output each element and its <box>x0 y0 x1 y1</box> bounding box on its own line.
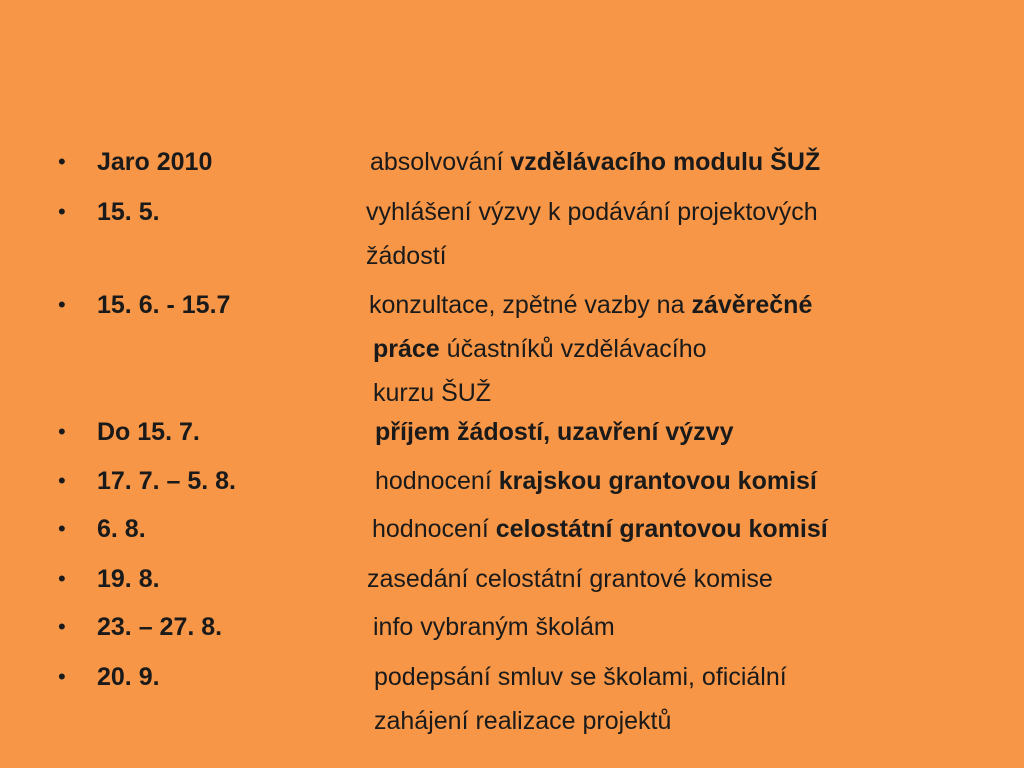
bullet-icon: • <box>58 516 66 541</box>
description-line <box>367 557 773 601</box>
description-text: vyhlášení výzvy k podávání projektových <box>366 198 818 226</box>
bullet-icon: • <box>58 419 66 444</box>
description-line <box>373 327 812 371</box>
description-bold-text: celostátní grantovou komisí <box>495 515 828 543</box>
item-date: 15. 5. <box>97 198 160 226</box>
description-text: podepsání smluv se školami, oficiální <box>374 663 787 691</box>
description-line <box>369 283 812 327</box>
description-text: účastníků vzdělávacího <box>439 335 707 363</box>
bullet-icon: • <box>58 468 66 493</box>
bullet-icon: • <box>58 664 66 689</box>
item-date: 20. 9. <box>97 663 160 691</box>
description-text: zahájení realizace projektů <box>374 707 672 735</box>
item-date: 6. 8. <box>97 515 146 543</box>
bullet-icon: • <box>58 149 66 174</box>
item-date: Do 15. 7. <box>97 418 200 446</box>
item-date: 15. 6. - 15.7 <box>97 291 231 319</box>
description-line <box>366 190 818 234</box>
description-text: hodnocení <box>375 467 499 495</box>
description-line <box>373 371 812 415</box>
description-bold-text: vzdělávacího modulu ŠUŽ <box>510 148 821 176</box>
bullet-icon: • <box>58 614 66 639</box>
description-text: zasedání celostátní grantové komise <box>367 565 773 593</box>
bullet-icon: • <box>58 566 66 591</box>
description-line <box>374 699 787 743</box>
description-text: kurzu ŠUŽ <box>373 379 492 407</box>
item-description <box>375 410 733 454</box>
description-text: žádostí <box>366 242 447 270</box>
bullet-icon: • <box>58 292 66 317</box>
item-date: 19. 8. <box>97 565 160 593</box>
item-description <box>375 459 817 503</box>
item-date: Jaro 2010 <box>97 148 213 176</box>
item-description <box>372 507 828 551</box>
description-line <box>372 507 828 551</box>
description-line <box>375 459 817 503</box>
description-bold-text: závěrečné <box>691 291 813 319</box>
item-description <box>369 283 812 415</box>
item-description <box>373 605 615 649</box>
description-line <box>374 655 787 699</box>
item-date: 17. 7. – 5. 8. <box>97 467 236 495</box>
item-description <box>374 655 787 743</box>
description-line <box>366 234 818 278</box>
description-bold-text: práce <box>373 335 440 363</box>
bullet-icon: • <box>58 199 66 224</box>
description-bold-text: příjem žádostí, uzavření výzvy <box>375 418 734 446</box>
description-text: hodnocení <box>372 515 496 543</box>
description-text: info vybraným školám <box>373 613 615 641</box>
item-description <box>367 557 773 601</box>
item-description <box>370 140 820 184</box>
description-text: absolvování <box>370 148 511 176</box>
description-line <box>373 605 615 649</box>
description-line <box>370 140 820 184</box>
description-line <box>375 410 733 454</box>
item-date: 23. – 27. 8. <box>97 613 223 641</box>
item-description <box>366 190 818 278</box>
description-bold-text: krajskou grantovou komisí <box>498 467 817 495</box>
description-text: konzultace, zpětné vazby na <box>369 291 692 319</box>
